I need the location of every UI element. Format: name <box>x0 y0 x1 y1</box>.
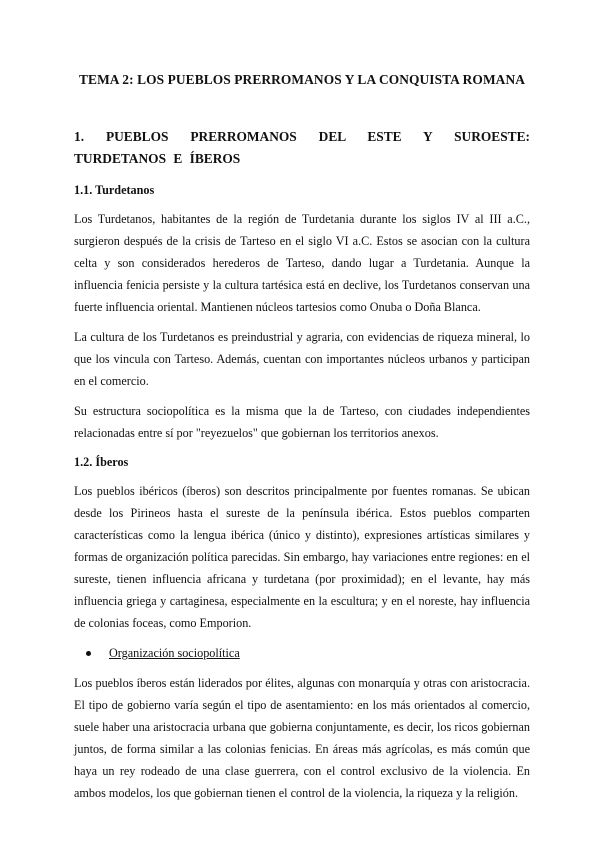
paragraph-turdetanos-estructura: Su estructura sociopolítica es la misma que la de Tarteso, con ciudades independientes relacionadas entre sí por "reyezuelos" que gobiernan los territorios anexos. <box>74 404 530 440</box>
section-heading-pueblos-prerromanos: 1. PUEBLOS PRERROMANOS DEL ESTE Y SUROESTE: TURDETANOS E ÍBEROS <box>74 129 530 166</box>
bullet-dot-icon <box>86 651 91 656</box>
bullet-item-organizacion <box>74 642 530 664</box>
paragraph-turdetanos-origen: Los Turdetanos, habitantes de la región de Turdetania durante los siglos IV al III a.C., surgieron después de la crisis de Tarteso en el siglo VI a.C. Estos se asocian con la cultura celta y son considerados herederos de Tarteso, dando lugar a Turdetania. Aunque la influencia fenicia persiste y la cultura tartésica está en declive, los Turdetanos conservan una fuerte influencia oriental. Mantienen núcleos tartesios como Onuba o Doña Blanca. <box>74 212 530 314</box>
paragraph-iberos-descripcion: Los pueblos ibéricos (íberos) son descritos principalmente por fuentes romanas. Se ubican desde los Pirineos hasta el sureste de la península ibérica. Estos pueblos comparten características como la lengua ibérica (único y distinto), expresiones artísticas similares y formas de organización política parecidas. Sin embargo, hay variaciones entre regiones: en el sureste, tienen influencia africana y turdetana (por proximidad); en el levante, hay más influencia griega y cartaginesa, especialmente en la escultura; y en el noreste, hay influencia de colonias foceas, como Emporion. <box>74 484 530 630</box>
bullet-label-organizacion: Organización sociopolítica <box>109 646 240 660</box>
document-title: TEMA 2: LOS PUEBLOS PRERROMANOS Y LA CONQUISTA ROMANA <box>79 72 525 87</box>
subsection-heading-turdetanos: 1.1. Turdetanos <box>74 183 155 197</box>
paragraph-turdetanos-cultura: La cultura de los Turdetanos es preindustrial y agraria, con evidencias de riqueza mineral, lo que los vincula con Tarteso. Además, cuentan con importantes núcleos urbanos y participan en el comercio. <box>74 330 530 388</box>
paragraph-iberos-organizacion: Los pueblos íberos están liderados por élites, algunas con monarquía y otras con aristocracia. El tipo de gobierno varía según el tipo de asentamiento: en los más orientados al comercio, suele haber una aristocracia urbana que gobierna conjuntamente, es decir, los ricos gobiernan juntos, de forma similar a las colonias fenicias. En áreas más agrícolas, es más común que haya un rey rodeado de una clase guerrera, con el control exclusivo de la violencia. En ambos modelos, los que gobiernan tienen el control de la violencia, la riqueza y la religión. <box>74 676 530 800</box>
subsection-heading-iberos: 1.2. Íberos <box>74 455 129 469</box>
